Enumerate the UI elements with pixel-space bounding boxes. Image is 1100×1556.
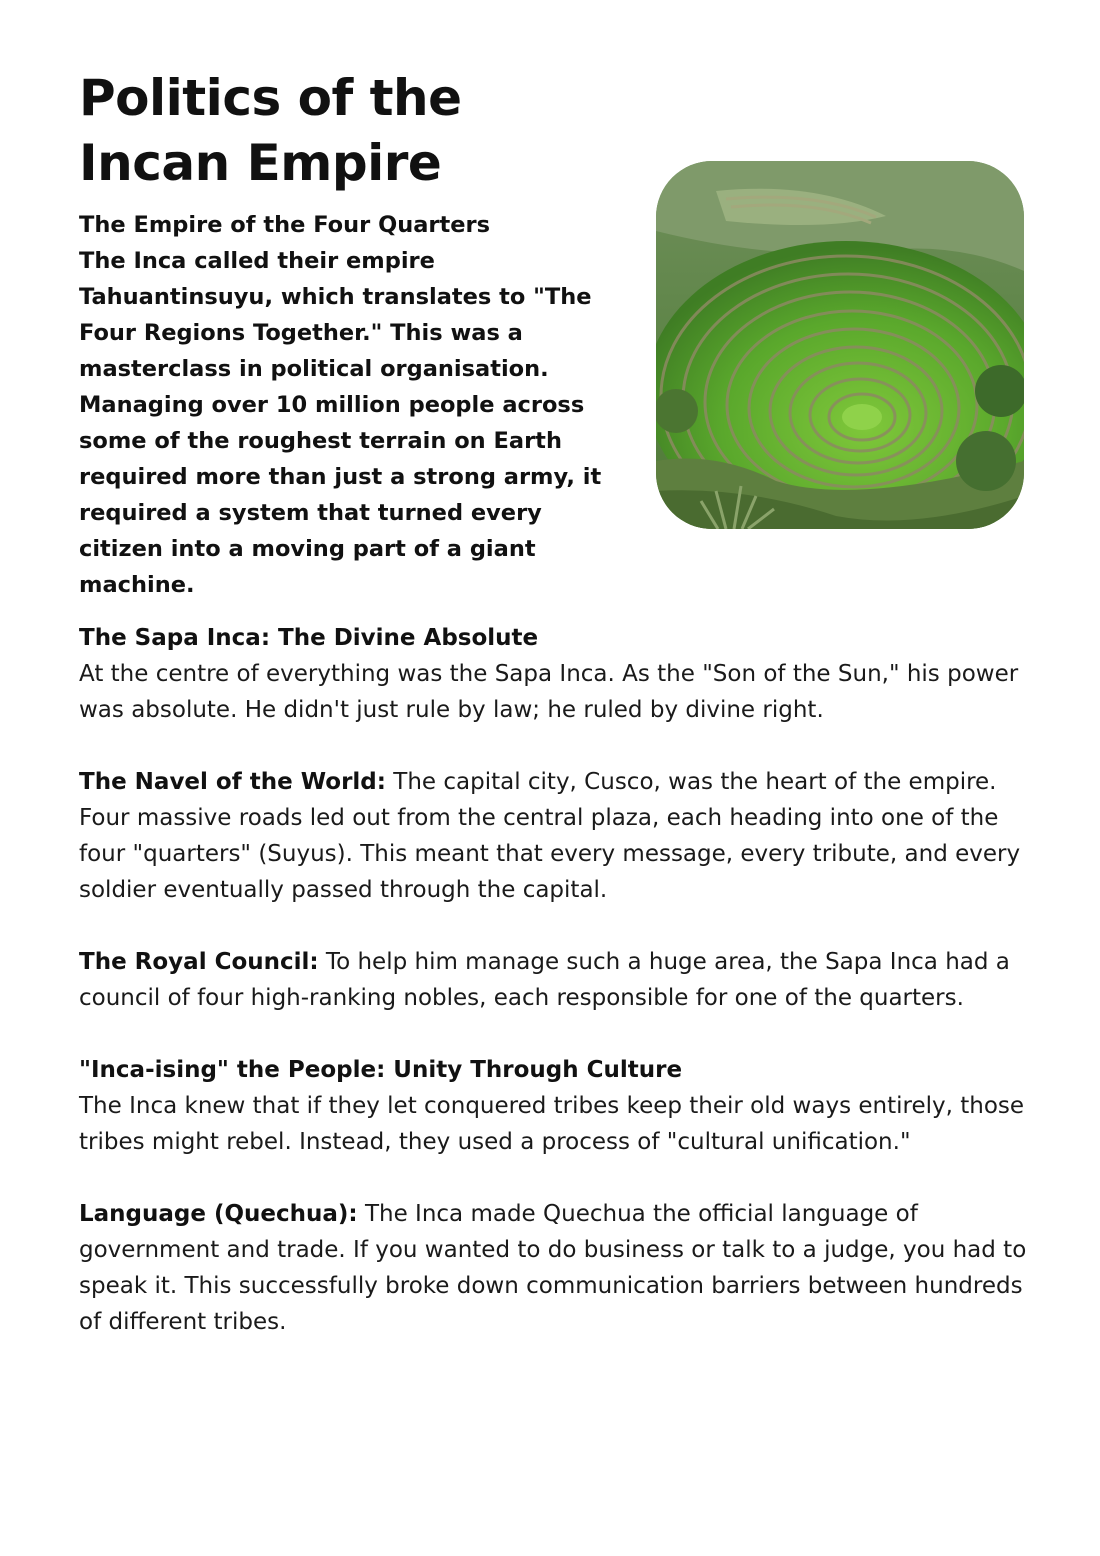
terraced-ruins-photo [656, 161, 1024, 529]
intro-line: required more than just a strong army, it [79, 464, 602, 490]
term-text: The Inca made Quechua the official language of government and trade. If you wanted to do business or talk to a judge, you had to speak it. This successfully broke down communication barriers between hundreds of different tribes. [79, 1201, 1027, 1335]
term-text: The capital city, Cusco, was the heart of the empire. Four massive roads led out from the central plaza, each heading into one of the four "quarters" (Suyus). This meant that every message, every tribute, and every soldier eventually passed through the capital. [79, 769, 1021, 903]
section-heading: The Sapa Inca: The Divine Absolute [79, 625, 539, 651]
term-label: The Royal Council: [79, 949, 319, 975]
navel-paragraph [79, 764, 1039, 908]
intro-block [79, 207, 639, 603]
article-body [79, 620, 1039, 1376]
intro-line: masterclass in political organisation. [79, 356, 549, 382]
title-line-2: Incan Empire [79, 134, 442, 192]
term-label: Language (Quechua): [79, 1201, 358, 1227]
intro-line: machine. [79, 572, 195, 598]
title-line-1: Politics of the [79, 69, 462, 127]
paragraph: At the centre of everything was the Sapa Inca. As the "Son of the Sun," his power was absolute. He didn't just rule by law; he ruled by divine right. [79, 661, 1019, 723]
intro-line: The Inca called their empire [79, 248, 435, 274]
term-label: The Navel of the World: [79, 769, 386, 795]
incaising-section [79, 1052, 1039, 1160]
paragraph: The Inca knew that if they let conquered tribes keep their old ways entirely, those tribes might rebel. Instead, they used a process of "cultural unification." [79, 1093, 1025, 1155]
language-paragraph [79, 1196, 1039, 1340]
council-paragraph [79, 944, 1039, 1016]
page-title [79, 66, 462, 196]
intro-line: Managing over 10 million people across [79, 392, 585, 418]
intro-line: Tahuantinsuyu, which translates to "The [79, 284, 592, 310]
intro-line: some of the roughest terrain on Earth [79, 428, 562, 454]
intro-line: required a system that turned every [79, 500, 542, 526]
intro-line: citizen into a moving part of a giant [79, 536, 536, 562]
sapa-section [79, 620, 1039, 728]
intro-heading: The Empire of the Four Quarters [79, 212, 491, 238]
section-heading: "Inca-ising" the People: Unity Through Culture [79, 1057, 683, 1083]
term-text: To help him manage such a huge area, the Sapa Inca had a council of four high-ranking nobles, each responsible for one of the quarters. [79, 949, 1010, 1011]
intro-line: Four Regions Together." This was a [79, 320, 523, 346]
